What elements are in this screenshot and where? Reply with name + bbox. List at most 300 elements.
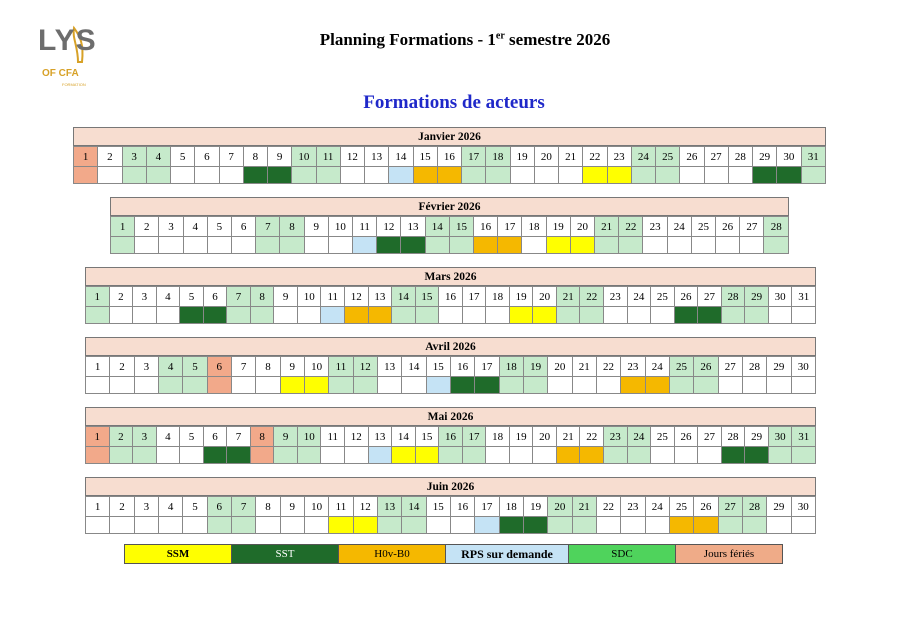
day-cell: 22 [583,147,607,167]
training-cell [669,517,693,534]
day-cell: 5 [180,427,204,447]
training-cell [243,167,267,184]
training-cell [203,307,227,324]
day-cell: 19 [546,217,570,237]
day-cell: 30 [791,497,815,517]
day-cell: 14 [402,357,426,377]
day-cell: 17 [462,287,486,307]
training-cell [777,167,801,184]
day-cell: 8 [280,217,304,237]
training-cell [377,377,401,394]
day-cell: 30 [768,427,792,447]
training-cell [158,517,182,534]
training-cell [134,517,158,534]
month-header: Février 2026 [110,197,789,216]
training-cell [345,307,369,324]
training-cell [559,167,583,184]
legend-item-h0b0: H0v-B0 [339,545,446,564]
training-cell [158,377,182,394]
day-cell: 28 [742,357,766,377]
training-cell [133,307,157,324]
day-cell: 23 [604,427,628,447]
training-cell [437,167,461,184]
day-cell: 16 [437,147,461,167]
training-cell [651,447,675,464]
day-cell: 9 [268,147,292,167]
day-cell: 24 [631,147,655,167]
day-cell: 21 [556,427,580,447]
day-cell: 7 [227,287,251,307]
day-cell: 8 [250,427,274,447]
day-cell: 13 [365,147,389,167]
training-cell [548,517,572,534]
day-cell: 19 [523,357,547,377]
training-cell [195,167,219,184]
training-cell [156,307,180,324]
training-cell [207,237,231,254]
training-cell [768,307,792,324]
training-cell [146,167,170,184]
logo-subtext: OF CFA [42,68,79,79]
day-cell: 1 [74,147,98,167]
training-cell [742,377,766,394]
training-cell [522,237,546,254]
day-cell: 14 [392,287,416,307]
training-cell [133,447,157,464]
training-cell [583,167,607,184]
training-cell [402,517,426,534]
training-cell [426,517,450,534]
day-cell: 15 [415,427,439,447]
training-cell [698,447,722,464]
day-cell: 11 [316,147,340,167]
day-cell: 22 [580,427,604,447]
training-cell [604,447,628,464]
training-cell [596,517,620,534]
training-cell [718,517,742,534]
day-cell: 10 [304,357,328,377]
day-cell: 18 [486,147,510,167]
day-cell: 13 [377,357,401,377]
training-cell [656,167,680,184]
day-cell: 8 [250,287,274,307]
day-cell: 22 [596,357,620,377]
day-cell: 19 [509,287,533,307]
day-cell: 25 [651,427,675,447]
day-cell: 30 [768,287,792,307]
training-cell [171,167,195,184]
training-cell [596,377,620,394]
day-cell: 1 [86,427,110,447]
training-cell [580,307,604,324]
day-cell: 17 [475,357,499,377]
day-cell: 19 [509,427,533,447]
training-cell [499,517,523,534]
training-cell [110,377,134,394]
day-cell: 21 [559,147,583,167]
training-cell [580,447,604,464]
day-cell: 8 [256,497,280,517]
training-cell [607,167,631,184]
training-cell [595,237,619,254]
day-cell: 5 [171,147,195,167]
day-cell: 30 [791,357,815,377]
training-cell [475,377,499,394]
training-cell [353,517,377,534]
training-cell [767,377,791,394]
training-cell [111,237,135,254]
training-cell [745,447,769,464]
day-cell: 4 [146,147,170,167]
training-cell [109,447,133,464]
day-cell: 28 [728,147,752,167]
day-cell: 13 [377,497,401,517]
training-cell [207,517,231,534]
training-cell [546,237,570,254]
training-cell [449,237,473,254]
day-cell: 15 [449,217,473,237]
training-cell [768,447,792,464]
training-cell [704,167,728,184]
day-cell: 3 [133,427,157,447]
training-cell [450,517,474,534]
training-cell [462,447,486,464]
day-cell: 2 [110,497,134,517]
training-cell [415,307,439,324]
training-cell [256,517,280,534]
training-cell [297,447,321,464]
training-cell [745,307,769,324]
training-cell [135,237,159,254]
day-cell: 7 [231,497,255,517]
day-cell: 3 [134,497,158,517]
training-cell [110,517,134,534]
day-cell: 7 [231,357,255,377]
day-cell: 5 [207,217,231,237]
day-cell: 13 [368,427,392,447]
training-cell [232,237,256,254]
training-cell [86,307,110,324]
training-cell [227,307,251,324]
training-cell [680,167,704,184]
training-cell [159,237,183,254]
legend-item-rps: RPS sur demande [446,545,569,564]
training-cell [645,517,669,534]
training-cell [250,447,274,464]
day-cell: 11 [329,357,353,377]
day-cell: 18 [499,357,523,377]
training-cell [316,167,340,184]
day-cell: 8 [243,147,267,167]
day-cell: 27 [718,357,742,377]
month-header: Mars 2026 [85,267,816,286]
day-cell: 25 [669,357,693,377]
day-cell: 4 [156,287,180,307]
training-cell [572,517,596,534]
day-cell: 20 [534,147,558,167]
training-cell [321,307,345,324]
day-cell: 6 [195,147,219,167]
day-cell: 1 [86,287,110,307]
legend-item-sdc: SDC [569,545,676,564]
day-cell: 29 [767,497,791,517]
training-cell [556,307,580,324]
day-cell: 26 [694,357,718,377]
training-cell [415,447,439,464]
training-cell [304,517,328,534]
page-subtitle: Formations de acteurs [363,92,545,113]
training-cell [392,447,416,464]
training-cell [740,237,764,254]
training-cell [392,307,416,324]
day-cell: 25 [651,287,675,307]
day-cell: 24 [627,427,651,447]
day-cell: 14 [402,497,426,517]
training-cell [180,307,204,324]
month-block [85,407,816,464]
day-cell: 27 [698,427,722,447]
training-cell [669,377,693,394]
training-cell [462,167,486,184]
day-cell: 6 [203,427,227,447]
day-cell: 6 [207,497,231,517]
day-cell: 15 [415,287,439,307]
day-cell: 26 [674,287,698,307]
day-cell: 4 [158,357,182,377]
legend [124,544,783,564]
day-cell: 5 [183,357,207,377]
training-cell [645,377,669,394]
day-cell: 16 [450,497,474,517]
day-cell: 18 [499,497,523,517]
month-header: Janvier 2026 [73,127,826,146]
day-cell: 21 [572,357,596,377]
training-cell [509,447,533,464]
day-cell: 2 [110,357,134,377]
day-cell: 11 [353,217,377,237]
training-cell [353,237,377,254]
legend-item-sst: SST [232,545,339,564]
training-cell [621,377,645,394]
training-cell [297,307,321,324]
training-cell [791,377,815,394]
day-cell: 22 [596,497,620,517]
day-cell: 15 [426,357,450,377]
day-cell: 25 [656,147,680,167]
training-cell [694,517,718,534]
training-cell [510,167,534,184]
training-cell [570,237,594,254]
logo-tagline: FORMATION [62,82,86,87]
day-cell: 5 [180,287,204,307]
day-cell: 23 [621,357,645,377]
training-cell [621,517,645,534]
day-cell: 31 [801,147,826,167]
day-cell: 16 [439,287,463,307]
month-block [85,337,816,394]
month-block [73,127,826,184]
training-cell [486,447,510,464]
day-cell: 17 [462,147,486,167]
day-cell: 5 [183,497,207,517]
training-cell [533,447,557,464]
training-cell [86,447,110,464]
day-cell: 18 [486,287,510,307]
training-cell [619,237,643,254]
training-cell [368,307,392,324]
day-cell: 7 [256,217,280,237]
day-cell: 20 [548,357,572,377]
training-cell [304,237,328,254]
day-cell: 29 [753,147,777,167]
day-cell: 23 [621,497,645,517]
day-cell: 1 [86,357,110,377]
day-cell: 20 [570,217,594,237]
training-cell [74,167,98,184]
day-cell: 28 [742,497,766,517]
day-cell: 20 [533,287,557,307]
training-cell [474,237,498,254]
training-cell [439,307,463,324]
training-cell [207,377,231,394]
month-block [110,197,789,254]
day-cell: 7 [227,427,251,447]
day-cell: 17 [475,497,499,517]
training-cell [122,167,146,184]
training-cell [98,167,122,184]
day-cell: 11 [321,287,345,307]
day-cell: 1 [111,217,135,237]
day-cell: 29 [745,287,769,307]
day-cell: 12 [377,217,401,237]
day-cell: 20 [533,427,557,447]
training-cell [377,237,401,254]
day-cell: 21 [595,217,619,237]
training-cell [698,307,722,324]
training-cell [183,377,207,394]
training-cell [227,447,251,464]
training-cell [643,237,667,254]
training-cell [791,517,815,534]
day-cell: 9 [274,287,298,307]
training-cell [180,447,204,464]
training-cell [764,237,789,254]
training-cell [250,307,274,324]
day-cell: 24 [627,287,651,307]
training-cell [767,517,791,534]
training-cell [523,377,547,394]
day-cell: 25 [669,497,693,517]
training-cell [183,237,207,254]
day-cell: 24 [667,217,691,237]
day-cell: 29 [767,357,791,377]
day-cell: 13 [368,287,392,307]
training-cell [340,167,364,184]
training-cell [402,377,426,394]
day-cell: 11 [321,427,345,447]
training-cell [604,307,628,324]
training-cell [548,377,572,394]
training-cell [280,517,304,534]
training-cell [716,237,740,254]
month-header: Avril 2026 [85,337,816,356]
training-cell [256,377,280,394]
training-cell [674,307,698,324]
training-cell [486,307,510,324]
training-cell [426,377,450,394]
day-cell: 12 [345,287,369,307]
day-cell: 3 [159,217,183,237]
month-header: Mai 2026 [85,407,816,426]
day-cell: 15 [413,147,437,167]
day-cell: 22 [580,287,604,307]
day-cell: 6 [232,217,256,237]
day-cell: 4 [183,217,207,237]
day-cell: 17 [462,427,486,447]
training-cell [280,237,304,254]
day-cell: 28 [721,287,745,307]
day-cell: 13 [401,217,425,237]
training-cell [486,167,510,184]
training-cell [523,517,547,534]
training-cell [86,377,110,394]
training-cell [86,517,110,534]
training-cell [627,307,651,324]
day-cell: 9 [274,427,298,447]
day-cell: 25 [691,217,715,237]
training-cell [792,307,816,324]
day-cell: 28 [721,427,745,447]
training-cell [268,167,292,184]
month-block [85,477,816,534]
training-cell [533,307,557,324]
day-cell: 6 [203,287,227,307]
logo-text: LYS [38,24,97,57]
training-cell [368,447,392,464]
training-cell [321,447,345,464]
day-cell: 17 [498,217,522,237]
training-cell [413,167,437,184]
day-cell: 7 [219,147,243,167]
training-cell [329,517,353,534]
day-cell: 31 [792,427,816,447]
training-cell [328,237,352,254]
day-cell: 10 [292,147,316,167]
day-cell: 18 [486,427,510,447]
day-cell: 9 [280,357,304,377]
training-cell [401,237,425,254]
training-cell [753,167,777,184]
day-cell: 26 [716,217,740,237]
day-cell: 31 [792,287,816,307]
day-cell: 23 [643,217,667,237]
training-cell [718,377,742,394]
day-cell: 10 [297,287,321,307]
day-cell: 27 [704,147,728,167]
day-cell: 16 [450,357,474,377]
day-cell: 27 [698,287,722,307]
training-cell [627,447,651,464]
training-cell [134,377,158,394]
day-cell: 10 [304,497,328,517]
day-cell: 22 [619,217,643,237]
day-cell: 2 [109,427,133,447]
training-cell [691,237,715,254]
day-cell: 18 [522,217,546,237]
day-cell: 11 [329,497,353,517]
training-cell [274,447,298,464]
training-cell [353,377,377,394]
